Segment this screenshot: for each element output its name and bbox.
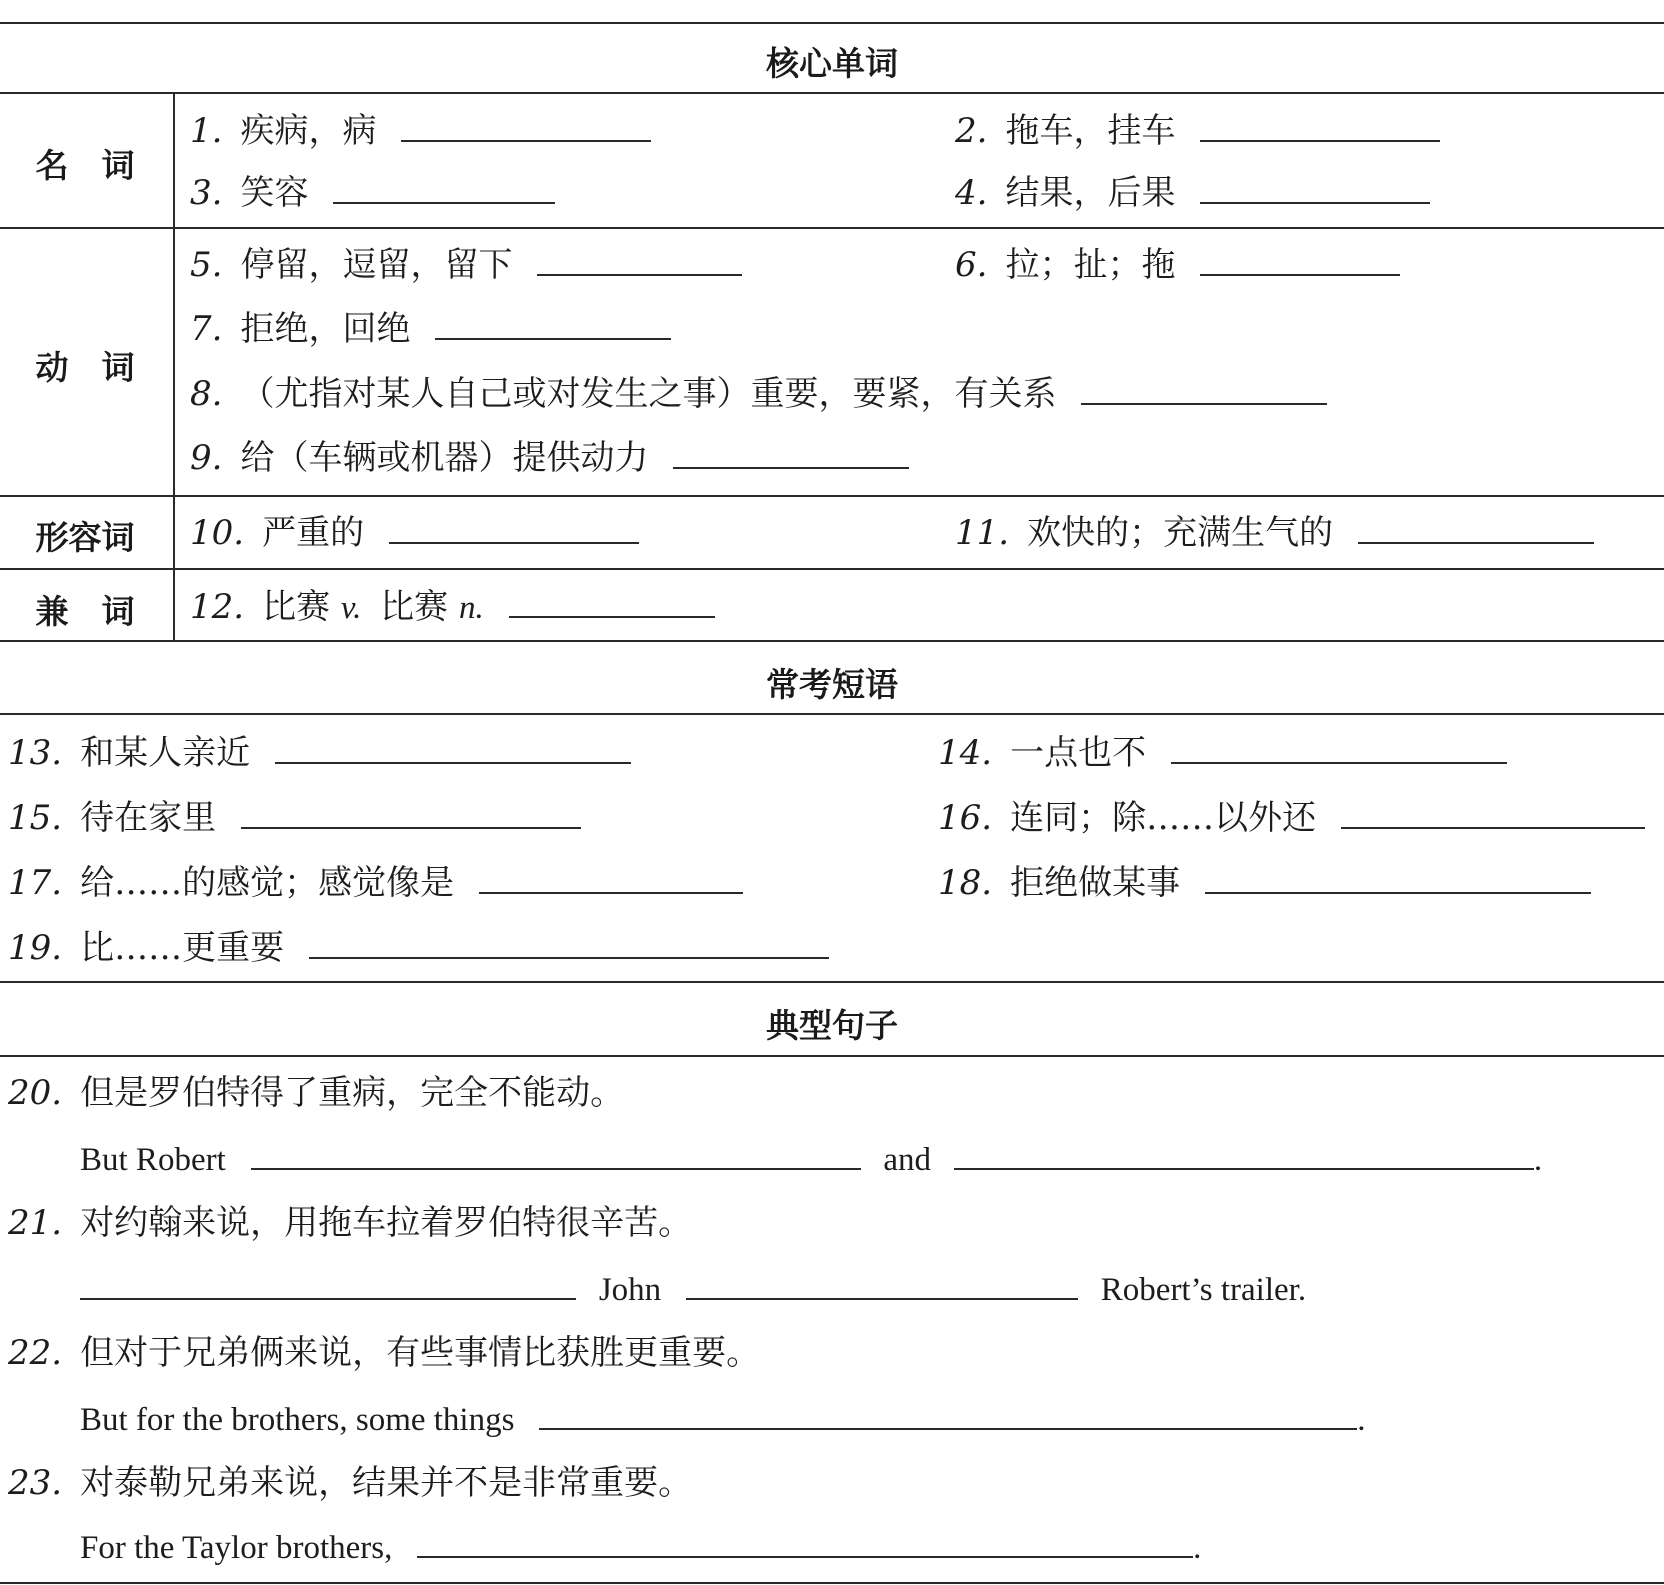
word-item-6 — [955, 244, 1400, 285]
word-item-10 — [190, 512, 639, 553]
section-title-phrases: 常考短语 — [766, 665, 898, 704]
sentence-period: . — [1193, 1530, 1202, 1566]
section-title-core-words: 核心单词 — [766, 44, 898, 83]
sentence-item-20-en — [80, 1138, 1542, 1180]
answer-blank[interactable] — [539, 1398, 1357, 1430]
word-item-4 — [955, 172, 1430, 213]
phrase-item-13 — [8, 732, 631, 773]
part-of-speech-noun: n. — [458, 590, 484, 626]
answer-blank[interactable] — [401, 110, 651, 142]
item-number: 21. — [8, 1203, 63, 1243]
item-number: 1. — [190, 111, 223, 151]
phrase-item-19 — [8, 927, 829, 968]
answer-blank[interactable] — [389, 512, 639, 544]
word-item-9 — [190, 437, 909, 478]
answer-blank[interactable] — [1358, 512, 1594, 544]
item-number: 2. — [955, 111, 988, 151]
rule-phrases-bottom — [0, 981, 1664, 983]
item-text: 拉；扯；拖 — [1005, 245, 1176, 285]
word-item-12 — [190, 586, 715, 628]
answer-blank[interactable] — [509, 586, 715, 618]
word-item-1 — [190, 110, 651, 151]
rule-adj-bottom — [0, 568, 1664, 570]
answer-blank[interactable] — [275, 732, 631, 764]
item-text: 一点也不 — [1010, 733, 1147, 773]
sentence-item-23-en — [80, 1526, 1201, 1568]
answer-blank[interactable] — [954, 1138, 1534, 1170]
item-number: 12. — [190, 587, 245, 627]
phrase-item-16 — [938, 797, 1645, 838]
item-text: 给……的感觉；感觉像是 — [80, 863, 455, 903]
item-text: 拖车，挂车 — [1005, 111, 1176, 151]
item-number: 6. — [955, 245, 988, 285]
answer-blank[interactable] — [435, 308, 671, 340]
item-text: 停留，逗留，留下 — [240, 245, 513, 285]
english-connector: and — [883, 1142, 932, 1178]
sentence-period: . — [1533, 1142, 1543, 1178]
category-multi: 兼 词 — [35, 592, 135, 631]
answer-blank[interactable] — [80, 1268, 576, 1300]
item-text-2: 比赛 — [380, 587, 449, 627]
item-text: 比赛 — [262, 587, 331, 627]
item-number: 5. — [190, 245, 223, 285]
answer-blank[interactable] — [1341, 797, 1645, 829]
item-number: 14. — [938, 733, 993, 773]
english-ending: Robert’s trailer. — [1100, 1272, 1307, 1308]
chinese-sentence: 对泰勒兄弟来说，结果并不是非常重要。 — [80, 1463, 693, 1503]
answer-blank[interactable] — [417, 1526, 1193, 1558]
answer-blank[interactable] — [479, 862, 743, 894]
english-prompt: But for the brothers, some things — [80, 1402, 515, 1438]
phrase-item-17 — [8, 862, 743, 903]
rule-top — [0, 22, 1664, 24]
item-text: 笑容 — [240, 173, 309, 213]
item-number: 7. — [190, 309, 223, 349]
item-number: 18. — [938, 863, 993, 903]
rule-sentences-header-bottom — [0, 1055, 1664, 1057]
english-prompt: For the Taylor brothers, — [80, 1530, 393, 1566]
sentence-period: . — [1357, 1402, 1366, 1438]
item-text: （尤指对某人自己或对发生之事）重要，要紧，有关系 — [240, 374, 1057, 414]
word-item-7 — [190, 308, 671, 349]
word-item-8 — [190, 373, 1327, 414]
item-number: 13. — [8, 733, 63, 773]
word-item-3 — [190, 172, 555, 213]
sentence-item-23-cn — [8, 1463, 692, 1503]
item-number: 20. — [8, 1073, 63, 1113]
answer-blank[interactable] — [1200, 110, 1440, 142]
item-number: 4. — [955, 173, 988, 213]
english-prompt: But Robert — [80, 1142, 226, 1178]
answer-blank[interactable] — [333, 172, 555, 204]
item-number: 3. — [190, 173, 223, 213]
item-text: 拒绝，回绝 — [240, 309, 411, 349]
item-text: 待在家里 — [80, 798, 217, 838]
item-number: 8. — [190, 374, 223, 414]
answer-blank[interactable] — [1200, 172, 1430, 204]
item-text: 欢快的；充满生气的 — [1027, 513, 1334, 553]
word-item-2 — [955, 110, 1440, 151]
phrase-item-15 — [8, 797, 581, 838]
chinese-sentence: 但对于兄弟俩来说，有些事情比获胜更重要。 — [80, 1333, 761, 1373]
answer-blank[interactable] — [1200, 244, 1400, 276]
rule-noun-bottom — [0, 227, 1664, 229]
section-title-sentences: 典型句子 — [766, 1006, 898, 1045]
rule-bottom — [0, 1582, 1664, 1584]
chinese-sentence: 对约翰来说，用拖车拉着罗伯特很辛苦。 — [80, 1203, 693, 1243]
sentence-item-21-cn — [8, 1203, 692, 1243]
answer-blank[interactable] — [686, 1268, 1078, 1300]
category-noun: 名 词 — [35, 146, 135, 185]
item-text: 疾病，病 — [240, 111, 377, 151]
item-text: 结果，后果 — [1005, 173, 1176, 213]
answer-blank[interactable] — [251, 1138, 861, 1170]
phrase-item-18 — [938, 862, 1591, 903]
rule-verb-bottom — [0, 495, 1664, 497]
answer-blank[interactable] — [1081, 373, 1327, 405]
part-of-speech-verb: v. — [340, 590, 362, 626]
sentence-item-21-en — [80, 1268, 1306, 1310]
sentence-item-22-cn — [8, 1333, 760, 1373]
item-number: 10. — [190, 513, 245, 553]
item-number: 9. — [190, 438, 223, 478]
item-number: 19. — [8, 928, 63, 968]
phrase-item-14 — [938, 732, 1507, 773]
chinese-sentence: 但是罗伯特得了重病，完全不能动。 — [80, 1073, 625, 1113]
answer-blank[interactable] — [309, 927, 829, 959]
answer-blank[interactable] — [1205, 862, 1591, 894]
item-number: 15. — [8, 798, 63, 838]
item-text: 和某人亲近 — [80, 733, 251, 773]
rule-phrases-header-bottom — [0, 713, 1664, 715]
sentence-item-20-cn — [8, 1073, 624, 1113]
word-item-11 — [955, 512, 1594, 553]
item-text: 拒绝做某事 — [1010, 863, 1181, 903]
english-prompt: John — [598, 1272, 662, 1308]
item-number: 22. — [8, 1333, 63, 1373]
item-text: 给（车辆或机器）提供动力 — [240, 438, 649, 478]
answer-blank[interactable] — [1171, 732, 1507, 764]
item-text: 比……更重要 — [80, 928, 285, 968]
item-text: 严重的 — [262, 513, 365, 553]
rule-multi-bottom — [0, 640, 1664, 642]
category-adj: 形容词 — [35, 518, 135, 557]
item-text: 连同；除……以外还 — [1010, 798, 1317, 838]
answer-blank[interactable] — [241, 797, 581, 829]
answer-blank[interactable] — [673, 437, 909, 469]
word-item-5 — [190, 244, 742, 285]
item-number: 17. — [8, 863, 63, 903]
item-number: 23. — [8, 1463, 63, 1503]
item-number: 16. — [938, 798, 993, 838]
sentence-item-22-en — [80, 1398, 1366, 1440]
rule-core-header-bottom — [0, 92, 1664, 94]
category-divider — [173, 92, 175, 640]
category-verb: 动 词 — [35, 348, 135, 387]
answer-blank[interactable] — [537, 244, 742, 276]
item-number: 11. — [955, 513, 1010, 553]
